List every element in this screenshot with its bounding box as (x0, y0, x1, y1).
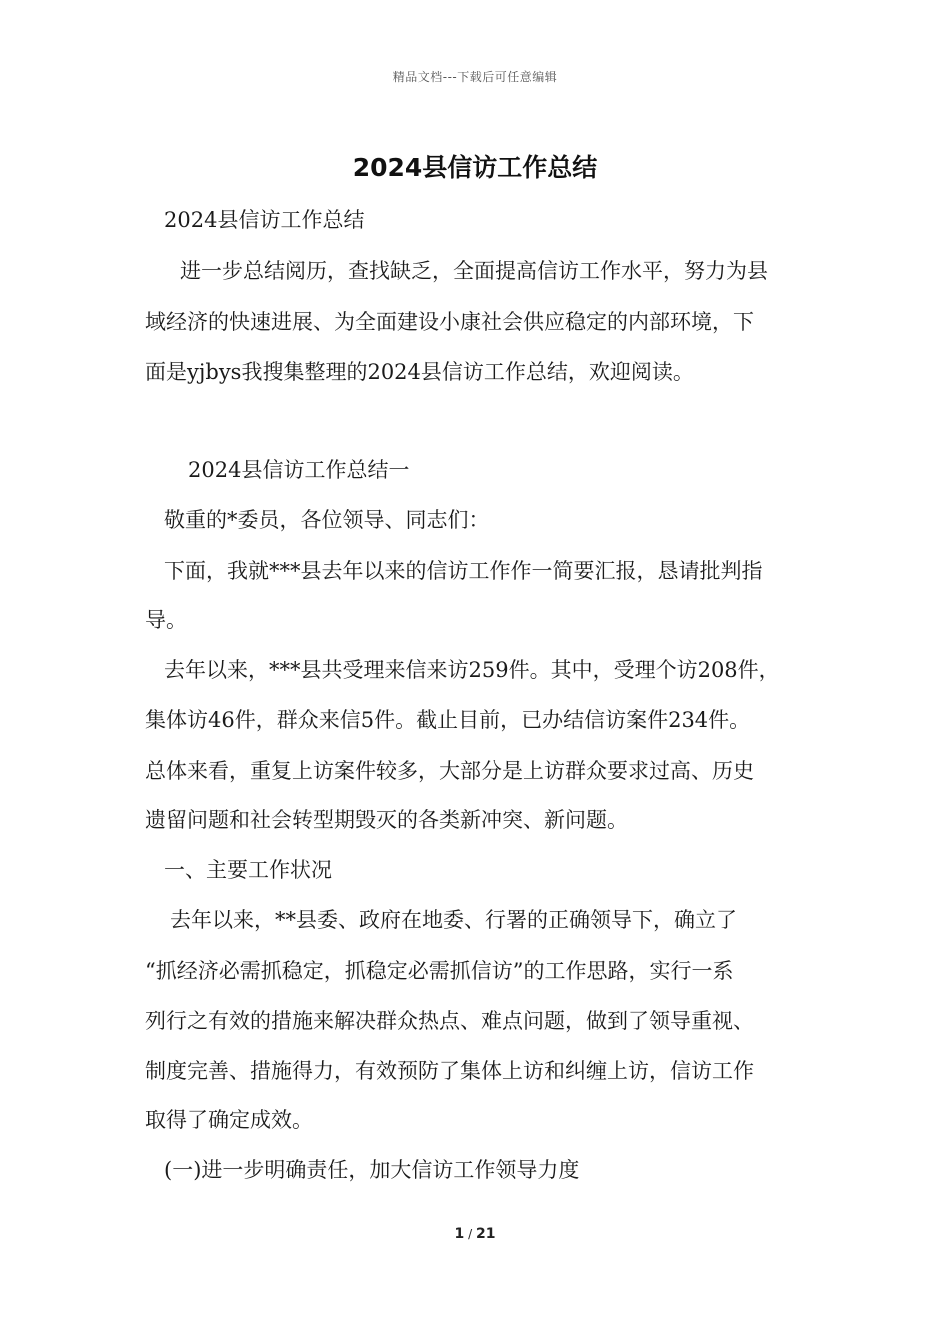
body-line: “抓经济必需抓稳定，抓稳定必需抓信访”的工作思路，实行一系 (145, 959, 734, 983)
page-header: 精品文档---下载后可任意编辑 (392, 70, 558, 84)
body-line: 遗留问题和社会转型期毁灭的各类新冲突、新问题。 (145, 808, 628, 832)
body-line: 导。 (145, 608, 187, 632)
body-line: 制度完善、措施得力，有效预防了集体上访和纠缠上访，信访工作 (145, 1059, 754, 1083)
body-line: 2024县信访工作总结一 (188, 458, 410, 482)
page-current: 1 (454, 1226, 465, 1242)
body-line: 去年以来，***县共受理来信来访259件。其中，受理个访208件， (164, 658, 780, 682)
body-line: 一、主要工作状况 (164, 858, 332, 882)
body-line: 面是yjbys我搜集整理的2024县信访工作总结，欢迎阅读。 (145, 360, 694, 384)
document-title: 2024县信访工作总结 (352, 153, 598, 182)
body-line: 列行之有效的措施来解决群众热点、难点问题，做到了领导重视、 (145, 1009, 754, 1033)
body-line: 2024县信访工作总结 (164, 208, 365, 232)
page-separator: / (464, 1227, 476, 1241)
body-line: 去年以来，**县委、政府在地委、行署的正确领导下，确立了 (170, 908, 737, 932)
page-number (0, 1226, 950, 1242)
body-line: 下面，我就***县去年以来的信访工作作一简要汇报，恳请批判指 (164, 559, 763, 583)
body-line: 进一步总结阅历，查找缺乏，全面提高信访工作水平，努力为县 (180, 259, 768, 283)
body-line: 集体访46件，群众来信5件。截止目前，已办结信访案件234件。 (145, 708, 751, 732)
body-line: (一)进一步明确责任，加大信访工作领导力度 (164, 1158, 580, 1182)
body-line: 域经济的快速进展、为全面建设小康社会供应稳定的内部环境，下 (145, 310, 754, 334)
body-line: 总体来看，重复上访案件较多，大部分是上访群众要求过高、历史 (145, 759, 754, 783)
body-line: 敬重的*委员，各位领导、同志们： (164, 508, 490, 532)
body-line: 取得了确定成效。 (145, 1108, 313, 1132)
page-total: 21 (475, 1226, 496, 1242)
